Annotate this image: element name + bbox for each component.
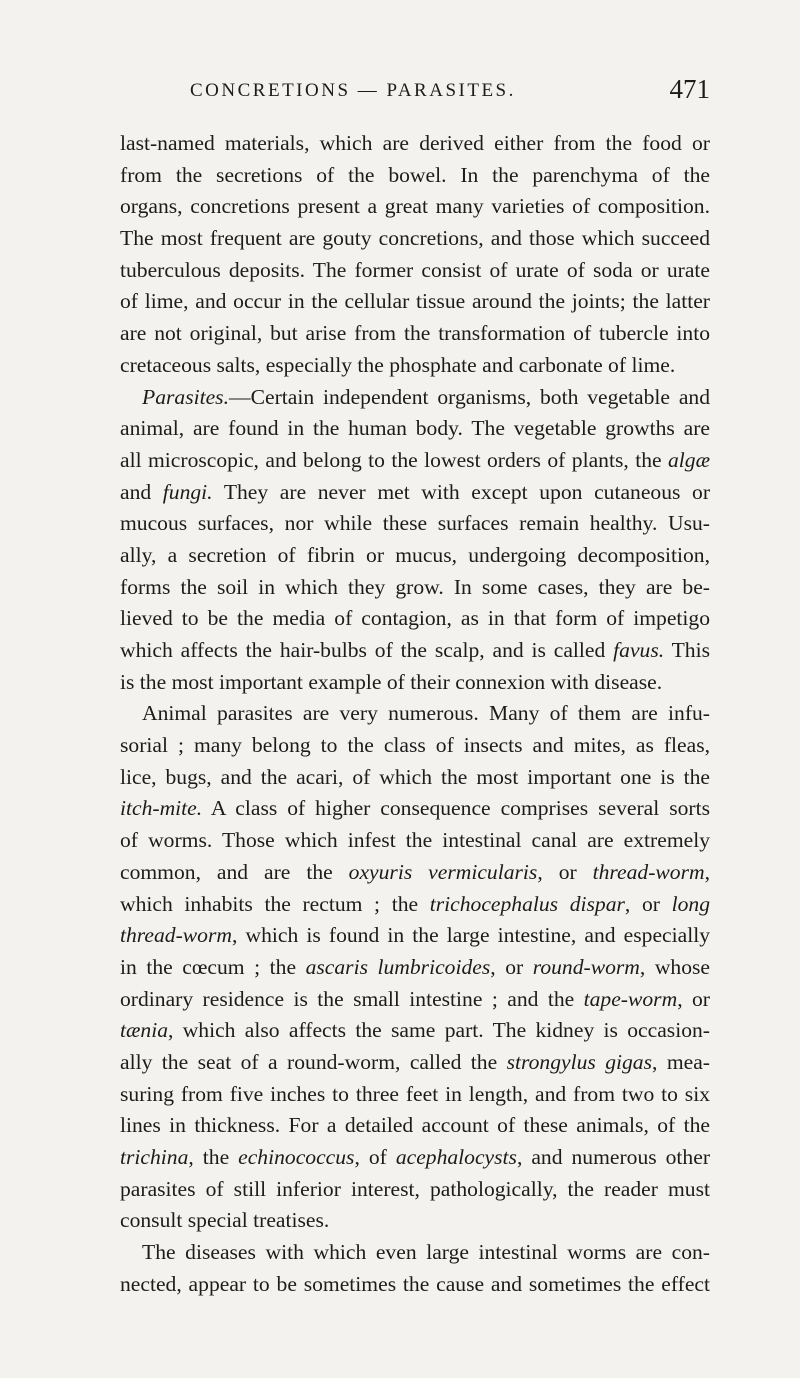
text-run: forms the soil in which they grow. In some cases, they are be-	[120, 574, 710, 599]
italic-term: echinococcus	[238, 1145, 355, 1169]
italic-term: tape-worm	[583, 986, 678, 1011]
text-run: , which is found in the large intestine, and especially	[231, 923, 710, 948]
text-run: suring from five inches to three feet in length, and from two to six	[120, 1081, 710, 1106]
text-line	[120, 445, 710, 477]
text-run: , of	[354, 1145, 396, 1169]
text-run: animal, are found in the human body. The vegetable growths are	[120, 416, 710, 441]
text-line	[120, 1174, 710, 1206]
text-line	[120, 255, 710, 287]
italic-term: long	[671, 891, 710, 916]
text-run: organs, concretions present a great many varieties of composition.	[120, 194, 710, 219]
text-run: parasites of still inferior interest, pathologically, the reader must	[120, 1176, 710, 1201]
text-line	[120, 1015, 710, 1047]
italic-term: round-worm	[532, 954, 640, 979]
text-line	[120, 1142, 710, 1174]
italic-term: favus.	[613, 638, 665, 662]
text-line	[120, 984, 710, 1016]
italic-term: thread-worm	[592, 859, 705, 884]
italic-term: oxyuris vermicularis	[348, 859, 538, 884]
text-run: A class of higher consequence comprises several sorts	[202, 796, 710, 821]
text-run: of worms. Those which infest the intestinal canal are extremely	[120, 828, 710, 853]
text-line	[120, 1269, 710, 1301]
text-run: The diseases with which even large intestinal worms are con-	[142, 1240, 710, 1265]
text-line	[120, 382, 710, 414]
text-line	[120, 889, 710, 921]
text-run: , or	[677, 986, 710, 1011]
text-run: which inhabits the rectum ; the	[120, 891, 430, 916]
text-line	[120, 477, 710, 509]
text-line	[120, 1205, 710, 1237]
text-run: , the	[188, 1145, 239, 1169]
text-line	[120, 128, 710, 160]
text-run: , mea-	[652, 1049, 710, 1074]
text-run: This	[664, 638, 710, 662]
text-run: , and numerous other	[516, 1145, 711, 1169]
text-line	[120, 920, 710, 952]
italic-term: ascaris lumbricoides	[305, 954, 491, 979]
text-line	[120, 603, 710, 635]
text-run: , which also affects the same part. The kidney is occasion-	[168, 1018, 710, 1043]
italic-term: algæ	[668, 447, 710, 472]
text-run: , whose	[639, 954, 711, 979]
text-run: and	[120, 479, 163, 504]
text-run: —Certain independent organisms, both vegetable and	[228, 384, 710, 409]
text-line	[120, 762, 710, 794]
text-line	[120, 223, 710, 255]
text-line	[120, 191, 710, 223]
text-run: , or	[624, 891, 672, 916]
text-run: lines in thickness. For a detailed account of these animals, of the	[120, 1113, 710, 1138]
text-run: which affects the hair-bulbs of the scalp, and is called	[120, 638, 614, 662]
text-run: is the most important example of their connexion with disease.	[120, 669, 663, 694]
text-line	[120, 857, 710, 889]
text-run: of lime, and occur in the cellular tissue around the joints; the latter	[120, 289, 710, 314]
text-run: ally the seat of a round-worm, called the	[120, 1049, 507, 1074]
text-line	[120, 350, 710, 382]
italic-term: strongylus gigas	[506, 1049, 653, 1074]
text-line	[120, 318, 710, 350]
text-line	[120, 1047, 710, 1079]
text-line	[120, 793, 710, 825]
text-line	[120, 413, 710, 445]
italic-term: Parasites.	[142, 384, 229, 409]
text-run: last-named materials, which are derived either from the food or	[120, 131, 710, 155]
text-line	[120, 1237, 710, 1269]
running-title: CONCRETIONS — PARASITES.	[190, 80, 516, 101]
text-line	[120, 286, 710, 318]
text-line	[120, 540, 710, 572]
text-run: ,	[704, 859, 710, 884]
text-line	[120, 952, 710, 984]
text-run: mucous surfaces, nor while these surfaces remain healthy. Usu-	[120, 511, 710, 536]
text-run: The most frequent are gouty concretions, and those which succeed	[120, 226, 710, 251]
text-line	[120, 825, 710, 857]
italic-term: trichina	[120, 1145, 189, 1169]
text-line	[120, 1079, 710, 1111]
text-line	[120, 730, 710, 762]
italic-term: thread-worm	[120, 923, 232, 948]
text-run: all microscopic, and belong to the lowest orders of plants, the	[120, 447, 668, 472]
text-run: in the cœcum ; the	[120, 954, 306, 979]
text-line	[120, 635, 710, 667]
text-run: nected, appear to be sometimes the cause and sometimes the effect	[120, 1271, 710, 1296]
text-run: are not original, but arise from the transformation of tubercle into	[120, 321, 710, 346]
text-run: sorial ; many belong to the class of insects and mites, as fleas,	[120, 733, 710, 758]
page-number: 471	[669, 74, 710, 104]
text-run: tuberculous deposits. The former consist of urate of soda or urate	[120, 257, 710, 282]
text-line	[120, 572, 710, 604]
text-run: ordinary residence is the small intestine ; and the	[120, 986, 584, 1011]
text-run: , or	[537, 859, 593, 884]
text-run: , or	[490, 954, 533, 979]
italic-term: tænia	[120, 1018, 168, 1043]
text-run: cretaceous salts, especially the phosphate and carbonate of lime.	[120, 352, 676, 377]
italic-term: trichocephalus dispar	[429, 891, 625, 916]
italic-term: itch-mite.	[120, 796, 203, 821]
running-head	[120, 74, 710, 114]
text-line	[120, 698, 710, 730]
text-line	[120, 508, 710, 540]
text-run: lice, bugs, and the acari, of which the most important one is the	[120, 764, 710, 789]
text-line	[120, 1110, 710, 1142]
text-run: lieved to be the media of contagion, as in that form of impetigo	[120, 606, 710, 631]
text-line	[120, 160, 710, 192]
body-text	[120, 128, 710, 1300]
text-run: Animal parasites are very numerous. Many of them are infu-	[142, 701, 710, 726]
italic-term: acephalocysts	[395, 1145, 517, 1169]
italic-term: fungi.	[162, 479, 213, 504]
text-run: ally, a secretion of fibrin or mucus, undergoing decomposition,	[120, 542, 710, 567]
text-run: consult special treatises.	[120, 1208, 330, 1233]
text-line	[120, 667, 710, 699]
text-run: common, and are the	[120, 859, 349, 884]
text-run: from the secretions of the bowel. In the parenchyma of the	[120, 162, 710, 187]
text-run: They are never met with except upon cutaneous or	[212, 479, 711, 504]
